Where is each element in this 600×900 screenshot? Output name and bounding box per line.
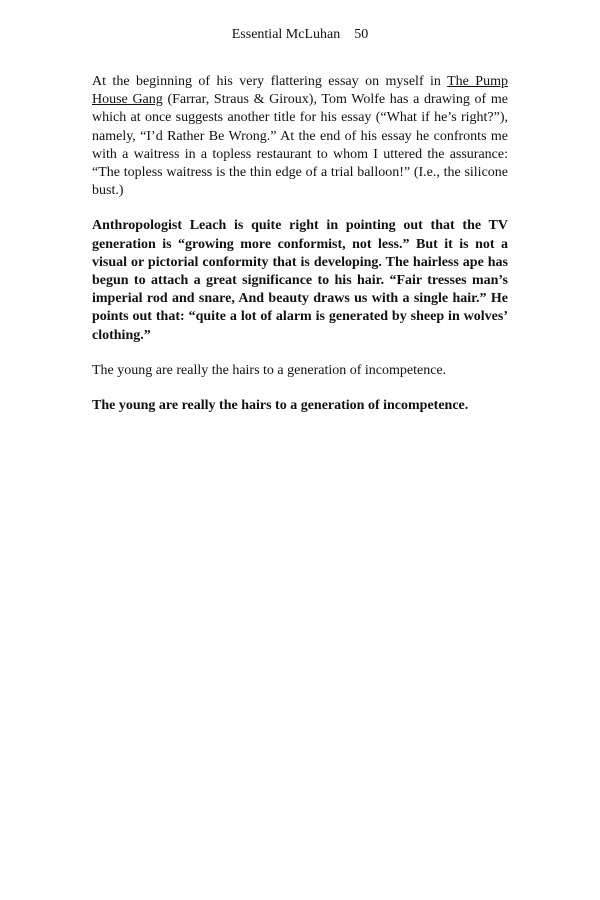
paragraph-text: At the beginning of his very flattering essay on myself in — [92, 74, 448, 89]
paragraph-young-hairs-bold: The young are really the hairs to a generation of incompetence. — [92, 398, 469, 414]
running-header — [0, 26, 600, 44]
paragraph-young-hairs: The young are really the hairs to a generation of incompetence. — [92, 362, 447, 378]
page-number: 50 — [354, 27, 369, 42]
header-title: Essential McLuhan — [231, 27, 341, 42]
paragraph-text: (Farrar, Straus & Giroux), Tom Wolfe has a drawing of me which at once suggests another title for his essay (“What if he’s right?”), namely, “I’d Rather Be Wrong.” At the end of his essay he confronts me with a waitress in a topless restaurant to whom I uttered the assurance: “The topless waitress is the thin edge of a trial balloon!” (I.e., the silicone bust.) — [92, 92, 508, 199]
paragraph-wolfe-essay — [92, 73, 508, 200]
page-body — [92, 73, 508, 415]
paragraph-leach-bold: Anthropologist Leach is quite right in pointing out that the TV generation is “growing more conformist, not less.” But it is not a visual or pictorial conformity that is developing. The hairless ape has begun to attach a great significance to his hair. “Fair tresses man’s imperial rod and snare, And beauty draws us with a single hair.” He points out that: “quite a lot of alarm is generated by sheep in wolves’ clothing.” — [92, 218, 508, 343]
book-title-link: The Pump House Gang — [92, 74, 508, 108]
